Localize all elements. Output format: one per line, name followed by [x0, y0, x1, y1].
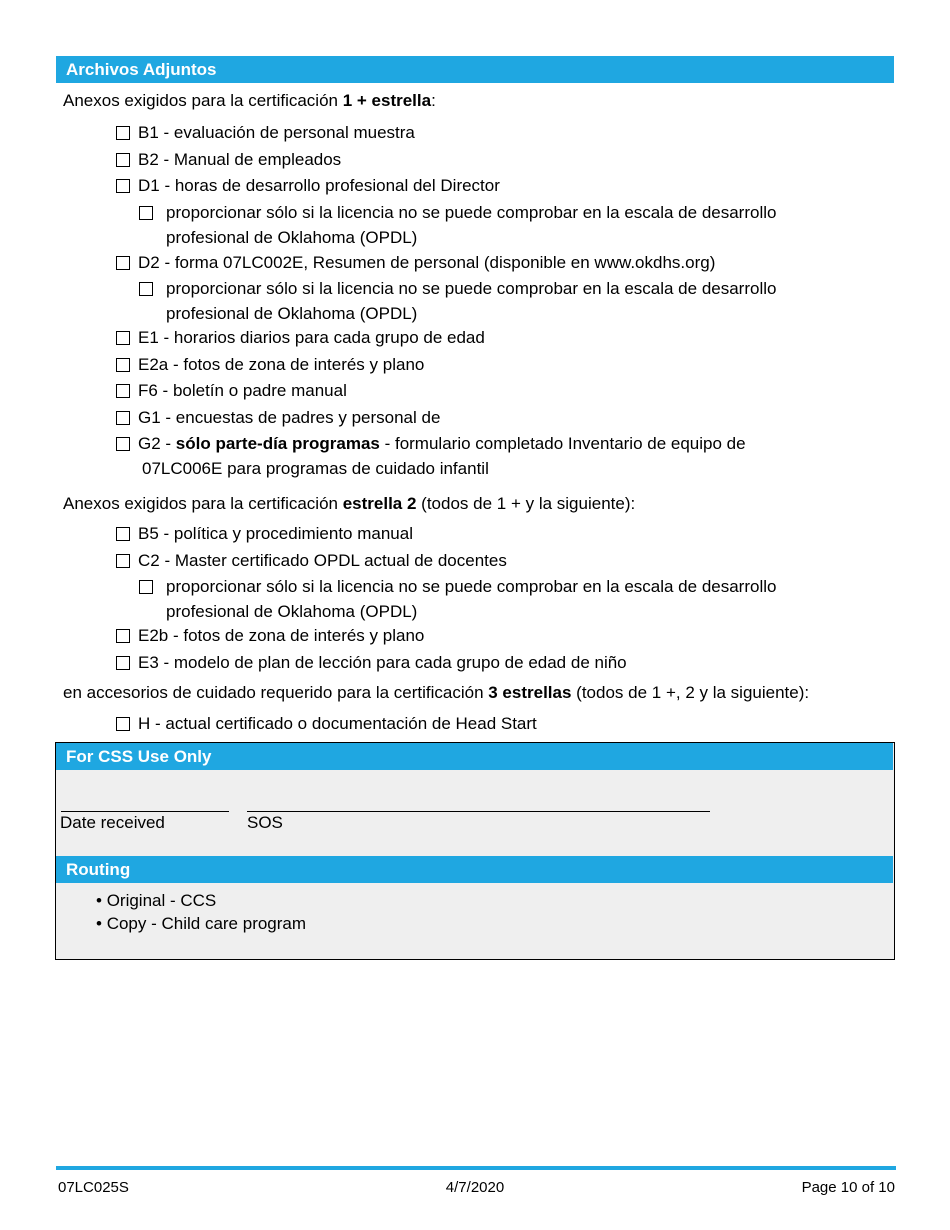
- g2-post: - formulario completado Inventario de equipo de: [379, 434, 746, 453]
- routing-header: Routing: [56, 856, 893, 883]
- item-c2-sub-label-1: proporcionar sólo si la licencia no se puede comprobar en la escala de desarrollo: [166, 577, 777, 596]
- bullet-icon: •: [96, 914, 102, 933]
- item-d2-label: D2 - forma 07LC002E, Resumen de personal (disponible en www.okdhs.org): [138, 253, 716, 272]
- item-e1-label: E1 - horarios diarios para cada grupo de edad: [138, 328, 485, 347]
- intro-bold: 1 + estrella: [342, 91, 432, 110]
- routing-item-2: [96, 914, 306, 934]
- footer-date: 4/7/2020: [445, 1179, 505, 1196]
- two-star-intro: [63, 493, 635, 515]
- date-received-label: Date received: [60, 813, 165, 832]
- checkbox-b2[interactable]: [116, 153, 130, 167]
- item-e2a-label: E2a - fotos de zona de interés y plano: [138, 355, 425, 374]
- intro-post: :: [431, 91, 436, 110]
- checkbox-c2[interactable]: [116, 554, 130, 568]
- intro-text: en accesorios de cuidado requerido para la certificación: [63, 683, 489, 702]
- checkbox-g2[interactable]: [116, 437, 130, 451]
- item-d1-label: D1 - horas de desarrollo profesional del Director: [138, 176, 500, 195]
- item-b5-label: B5 - política y procedimiento manual: [138, 524, 413, 543]
- item-d2-sub-label-2: profesional de Oklahoma (OPDL): [166, 304, 418, 323]
- intro-post: (todos de 1 + y la siguiente):: [416, 494, 636, 513]
- intro-post: (todos de 1 +, 2 y la siguiente):: [571, 683, 810, 702]
- checkbox-h[interactable]: [116, 717, 130, 731]
- checkbox-e2b[interactable]: [116, 629, 130, 643]
- checkbox-d2[interactable]: [116, 256, 130, 270]
- footer-rule: [56, 1166, 896, 1170]
- checkbox-c2-sub[interactable]: [139, 580, 153, 594]
- intro-text: Anexos exigidos para la certificación: [63, 494, 343, 513]
- checkbox-b1[interactable]: [116, 126, 130, 140]
- item-e3-label: E3 - modelo de plan de lección para cada grupo de edad de niño: [138, 653, 627, 672]
- three-star-intro: [63, 682, 809, 704]
- item-g2-label: [138, 433, 746, 455]
- checkbox-e2a[interactable]: [116, 358, 130, 372]
- item-d1-sub-label-1: proporcionar sólo si la licencia no se puede comprobar en la escala de desarrollo: [166, 203, 777, 222]
- item-f6-label: F6 - boletín o padre manual: [138, 381, 347, 400]
- item-h-label: H - actual certificado o documentación de Head Start: [138, 714, 537, 733]
- item-c2-sub-label-2: profesional de Oklahoma (OPDL): [166, 602, 418, 621]
- checkbox-b5[interactable]: [116, 527, 130, 541]
- g2-bold: sólo parte-día programas: [175, 434, 380, 453]
- attachments-header: Archivos Adjuntos: [56, 56, 894, 83]
- intro-bold: estrella 2: [342, 494, 417, 513]
- one-star-intro: [63, 90, 436, 112]
- routing-item-label: Copy - Child care program: [106, 914, 307, 933]
- bullet-icon: •: [96, 891, 102, 910]
- item-c2-label: C2 - Master certificado OPDL actual de docentes: [138, 551, 507, 570]
- sos-line[interactable]: [247, 811, 710, 812]
- item-g2-label-line2: 07LC006E para programas de cuidado infantil: [142, 459, 489, 478]
- checkbox-d1-sub[interactable]: [139, 206, 153, 220]
- checkbox-e3[interactable]: [116, 656, 130, 670]
- routing-item-label: Original - CCS: [106, 891, 217, 910]
- checkbox-g1[interactable]: [116, 411, 130, 425]
- css-use-header: For CSS Use Only: [56, 743, 893, 770]
- css-use-panel: [55, 742, 895, 960]
- item-e2b-label: E2b - fotos de zona de interés y plano: [138, 626, 425, 645]
- checkbox-f6[interactable]: [116, 384, 130, 398]
- form-number: 07LC025S: [58, 1179, 129, 1196]
- item-d1-sub-label-2: profesional de Oklahoma (OPDL): [166, 228, 418, 247]
- item-b2-label: B2 - Manual de empleados: [138, 150, 342, 169]
- item-d2-sub-label-1: proporcionar sólo si la licencia no se puede comprobar en la escala de desarrollo: [166, 279, 777, 298]
- page-number: Page 10 of 10: [801, 1179, 895, 1196]
- g2-pre: G2 -: [138, 434, 176, 453]
- routing-item-1: [96, 891, 216, 911]
- date-received-line[interactable]: [61, 811, 229, 812]
- intro-text: Anexos exigidos para la certificación: [63, 91, 343, 110]
- item-g1-label: G1 - encuestas de padres y personal de: [138, 408, 441, 427]
- checkbox-d2-sub[interactable]: [139, 282, 153, 296]
- item-b1-label: B1 - evaluación de personal muestra: [138, 123, 415, 142]
- checkbox-e1[interactable]: [116, 331, 130, 345]
- checkbox-d1[interactable]: [116, 179, 130, 193]
- intro-bold: 3 estrellas: [488, 683, 572, 702]
- sos-label: SOS: [247, 813, 283, 832]
